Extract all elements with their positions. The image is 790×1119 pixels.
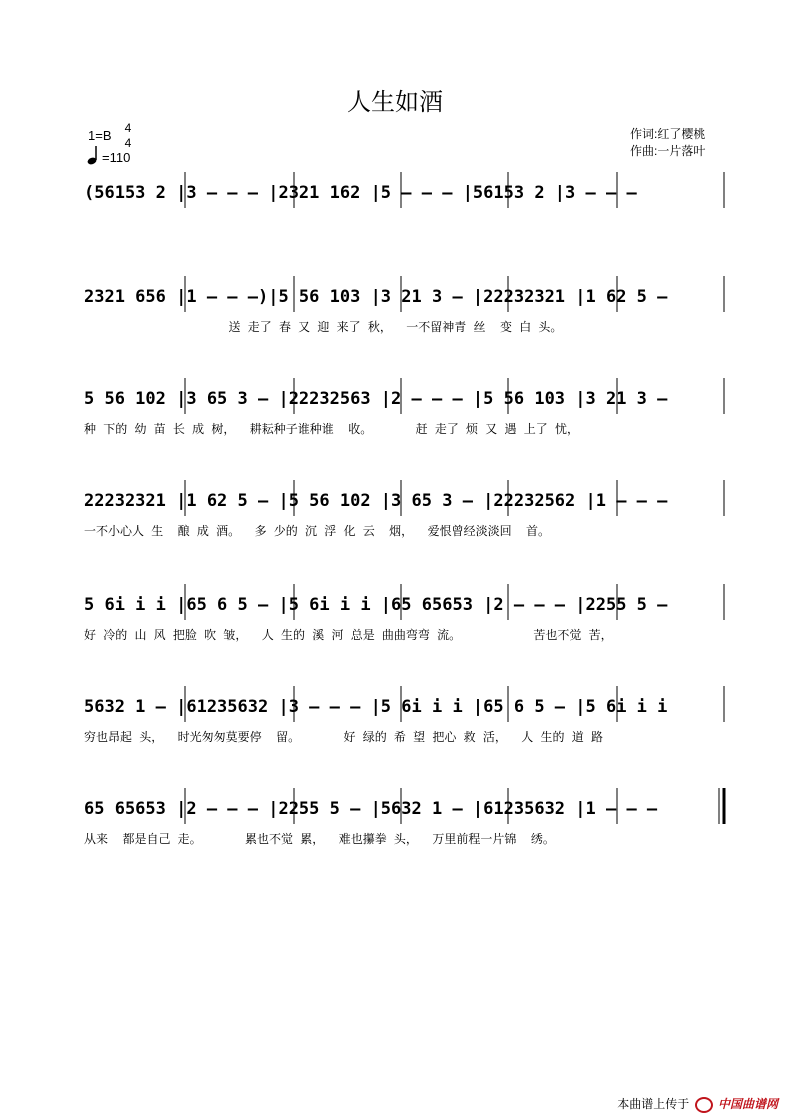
site-logo-icon [695, 1097, 713, 1113]
score-system-6 [0, 692, 790, 782]
score-system-2 [0, 282, 790, 372]
lyrics-line: 从来 都是自己 走。 累也不觉 累， 难也攥拳 头， 万里前程一片锦 绣。 [84, 832, 555, 846]
score-system-7 [0, 794, 790, 884]
score-system-1 [0, 178, 790, 268]
lyrics-line: 种 下的 幼 苗 长 成 树， 耕耘种子谁种谁 收。 赶 走了 烦 又 遇 上了 忧， [84, 422, 579, 436]
key-signature: 1=B [88, 128, 112, 143]
lyrics-line: 送 走了 春 又 迎 来了 秋， 一不留神青 丝 变 白 头。 [84, 320, 563, 334]
site-brand[interactable]: 中国曲谱网 [717, 1097, 778, 1112]
composer-credit: 作曲:一片落叶 [630, 144, 706, 158]
notation-line: 2321 656 |1 – – –)|5 56 103 |3 21 3 – |22232321 |1 62 5 – [84, 287, 668, 307]
score-system-4 [0, 486, 790, 576]
credits [630, 126, 705, 160]
lyrics-line: 好 冷的 山 风 把脸 吹 皱， 人 生的 溪 河 总是 曲曲弯弯 流。 苦也不觉 苦， [84, 628, 613, 642]
lyrics-line: 穷也昂起 头， 时光匆匆莫要停 留。 好 绿的 希 望 把心 救 活， 人 生的 道 路 [84, 730, 603, 744]
notation-line: 5 6i i i |65 6 5 – |5 6i i i |65 65653 |2 – – – |2255 5 – [84, 595, 668, 615]
quarter-note-icon [86, 144, 102, 166]
upload-note: 本曲谱上传于 [617, 1097, 690, 1112]
score-system-3 [0, 384, 790, 474]
meter-bottom: 4 [124, 136, 132, 150]
score-system-5 [0, 590, 790, 680]
footer [617, 1095, 778, 1113]
notation-line: (56153 2 |3 – – – |2321 162 |5 – – – |56153 2 |3 – – – [84, 183, 637, 203]
time-signature [120, 121, 136, 151]
notation-line: 22232321 |1 62 5 – |5 56 102 |3 65 3 – |22232562 |1 – – – [84, 491, 668, 511]
lyricist-credit: 作词:红了樱桃 [630, 127, 706, 141]
notation-line: 5 56 102 |3 65 3 – |22232563 |2 – – – |5 56 103 |3 21 3 – [84, 389, 668, 409]
notation-line: 5632 1 – |61235632 |3 – – – |5 6i i i |65 6 5 – |5 6i i i [84, 697, 668, 717]
notation-line: 65 65653 |2 – – – |2255 5 – |5632 1 – |61235632 |1 – – – [84, 799, 658, 819]
meter-top: 4 [124, 121, 132, 135]
lyrics-line: 一不小心人 生 酿 成 酒。 多 少的 沉 浮 化 云 烟， 爱恨曾经淡淡回 首。 [84, 524, 551, 538]
tempo-marking: =110 [102, 150, 131, 165]
song-title: 人生如酒 [347, 88, 443, 116]
